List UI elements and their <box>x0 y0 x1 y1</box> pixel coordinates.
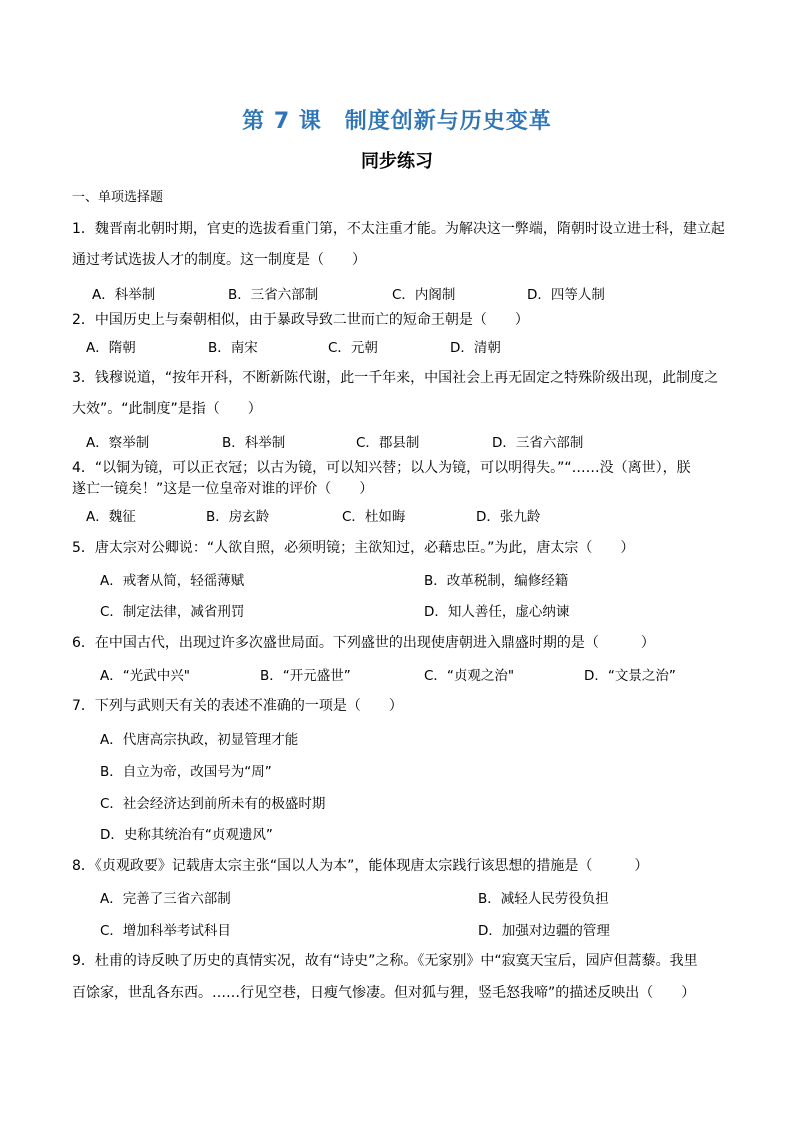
question-1-option-a[interactable]: A．科举制 <box>92 287 156 303</box>
question-6-option-d[interactable]: D．“文景之治” <box>584 668 676 684</box>
question-3-option-d[interactable]: D．三省六部制 <box>492 435 584 451</box>
question-1-line-2: 通过考试选拔人才的制度。这一制度是（ ） <box>72 252 366 268</box>
question-9-line-2: 百馀家，世乱各东西。……行见空巷，日瘦气惨凄。但对狐与狸，竖毛怒我啼”的描述反映出（ ） <box>72 985 696 1001</box>
question-5-option-c[interactable]: C．制定法律，减省刑罚 <box>100 604 245 620</box>
question-1-option-b[interactable]: B．三省六部制 <box>228 287 319 303</box>
question-3-line-1: 3．钱穆说道，“按年开科，不断新陈代谢，此一千年来，中国社会上再无固定之特殊阶级出现，此制度之 <box>72 370 719 386</box>
question-3-line-2: 大效”。“此制度”是指（ ） <box>72 401 262 417</box>
question-6-option-b[interactable]: B．“开元盛世” <box>260 668 351 684</box>
question-2-option-b[interactable]: B．南宋 <box>208 340 258 356</box>
question-2-line-1: 2．中国历史上与秦朝相似，由于暴政导致二世而亡的短命王朝是（ ） <box>72 312 529 328</box>
question-8-line-1: 8．《贞观政要》记载唐太宗主张“国以人为本”，能体现唐太宗践行该思想的措施是（ ） <box>72 858 649 874</box>
question-1-line-1: 1．魏晋南北朝时期，官吏的选拔看重门第，不太注重才能。为解决这一弊端，隋朝时设立进士科，建立起 <box>72 221 725 237</box>
question-3-option-c[interactable]: C．郡县制 <box>356 435 420 451</box>
question-7-line-1: 7．下列与武则天有关的表述不准确的一项是（ ） <box>72 698 403 714</box>
question-1-option-d[interactable]: D．四等人制 <box>527 287 605 303</box>
question-1-option-c[interactable]: C．内阁制 <box>392 287 456 303</box>
question-8-option-c[interactable]: C．增加科举考试科目 <box>100 923 231 939</box>
page-subtitle: 同步练习 <box>361 151 433 172</box>
question-3-option-b[interactable]: B．科举制 <box>222 435 286 451</box>
question-6-line-1: 6．在中国古代，出现过许多次盛世局面。下列盛世的出现使唐朝进入鼎盛时期的是（ ） <box>72 635 655 651</box>
question-2-option-d[interactable]: D．清朝 <box>450 340 501 356</box>
question-7-option-b[interactable]: B．自立为帝，改国号为“周” <box>100 764 272 780</box>
question-3-option-a[interactable]: A．察举制 <box>86 435 150 451</box>
question-4-option-b[interactable]: B．房玄龄 <box>206 509 270 525</box>
question-5-option-b[interactable]: B．改革税制，编修经籍 <box>424 573 569 589</box>
question-2-option-c[interactable]: C．元朝 <box>328 340 378 356</box>
question-7-option-c[interactable]: C．社会经济达到前所未有的极盛时期 <box>100 796 326 812</box>
question-4-option-c[interactable]: C．杜如晦 <box>342 509 406 525</box>
question-4-line-1: 4．“以铜为镜，可以正衣冠；以古为镜，可以知兴替；以人为镜，可以明得失。”“……没（离世），朕 <box>72 460 691 476</box>
question-7-option-a[interactable]: A．代唐高宗执政，初显管理才能 <box>100 732 299 748</box>
question-4-option-a[interactable]: A．魏征 <box>86 509 136 525</box>
question-4-option-d[interactable]: D．张九龄 <box>476 509 541 525</box>
question-5-option-d[interactable]: D．知人善任，虚心纳谏 <box>424 604 570 620</box>
question-2-option-a[interactable]: A．隋朝 <box>86 340 136 356</box>
question-4-line-2: 遂亡一镜矣！”这是一位皇帝对谁的评价（ ） <box>72 481 374 497</box>
question-9-line-1: 9．杜甫的诗反映了历史的真情实况，故有“诗史”之称。《无家别》中“寂寞天宝后，园庐但蒿藜。我里 <box>72 953 698 969</box>
question-8-option-b[interactable]: B．减轻人民劳役负担 <box>478 891 609 907</box>
question-5-option-a[interactable]: A．戒奢从简，轻徭薄赋 <box>100 573 245 589</box>
question-7-option-d[interactable]: D．史称其统治有“贞观遗风” <box>100 827 273 843</box>
page-title: 第 7 课 制度创新与历史变革 <box>242 109 552 134</box>
question-5-line-1: 5．唐太宗对公卿说：“人欲自照，必须明镜；主欲知过，必藉忠臣。”为此，唐太宗（ ） <box>72 540 635 556</box>
question-8-option-a[interactable]: A．完善了三省六部制 <box>100 891 231 907</box>
section-heading: 一、单项选择题 <box>72 190 164 205</box>
question-6-option-a[interactable]: A．“光武中兴" <box>100 668 190 684</box>
question-6-option-c[interactable]: C．“贞观之治" <box>424 668 515 684</box>
question-8-option-d[interactable]: D．加强对边疆的管理 <box>478 923 610 939</box>
